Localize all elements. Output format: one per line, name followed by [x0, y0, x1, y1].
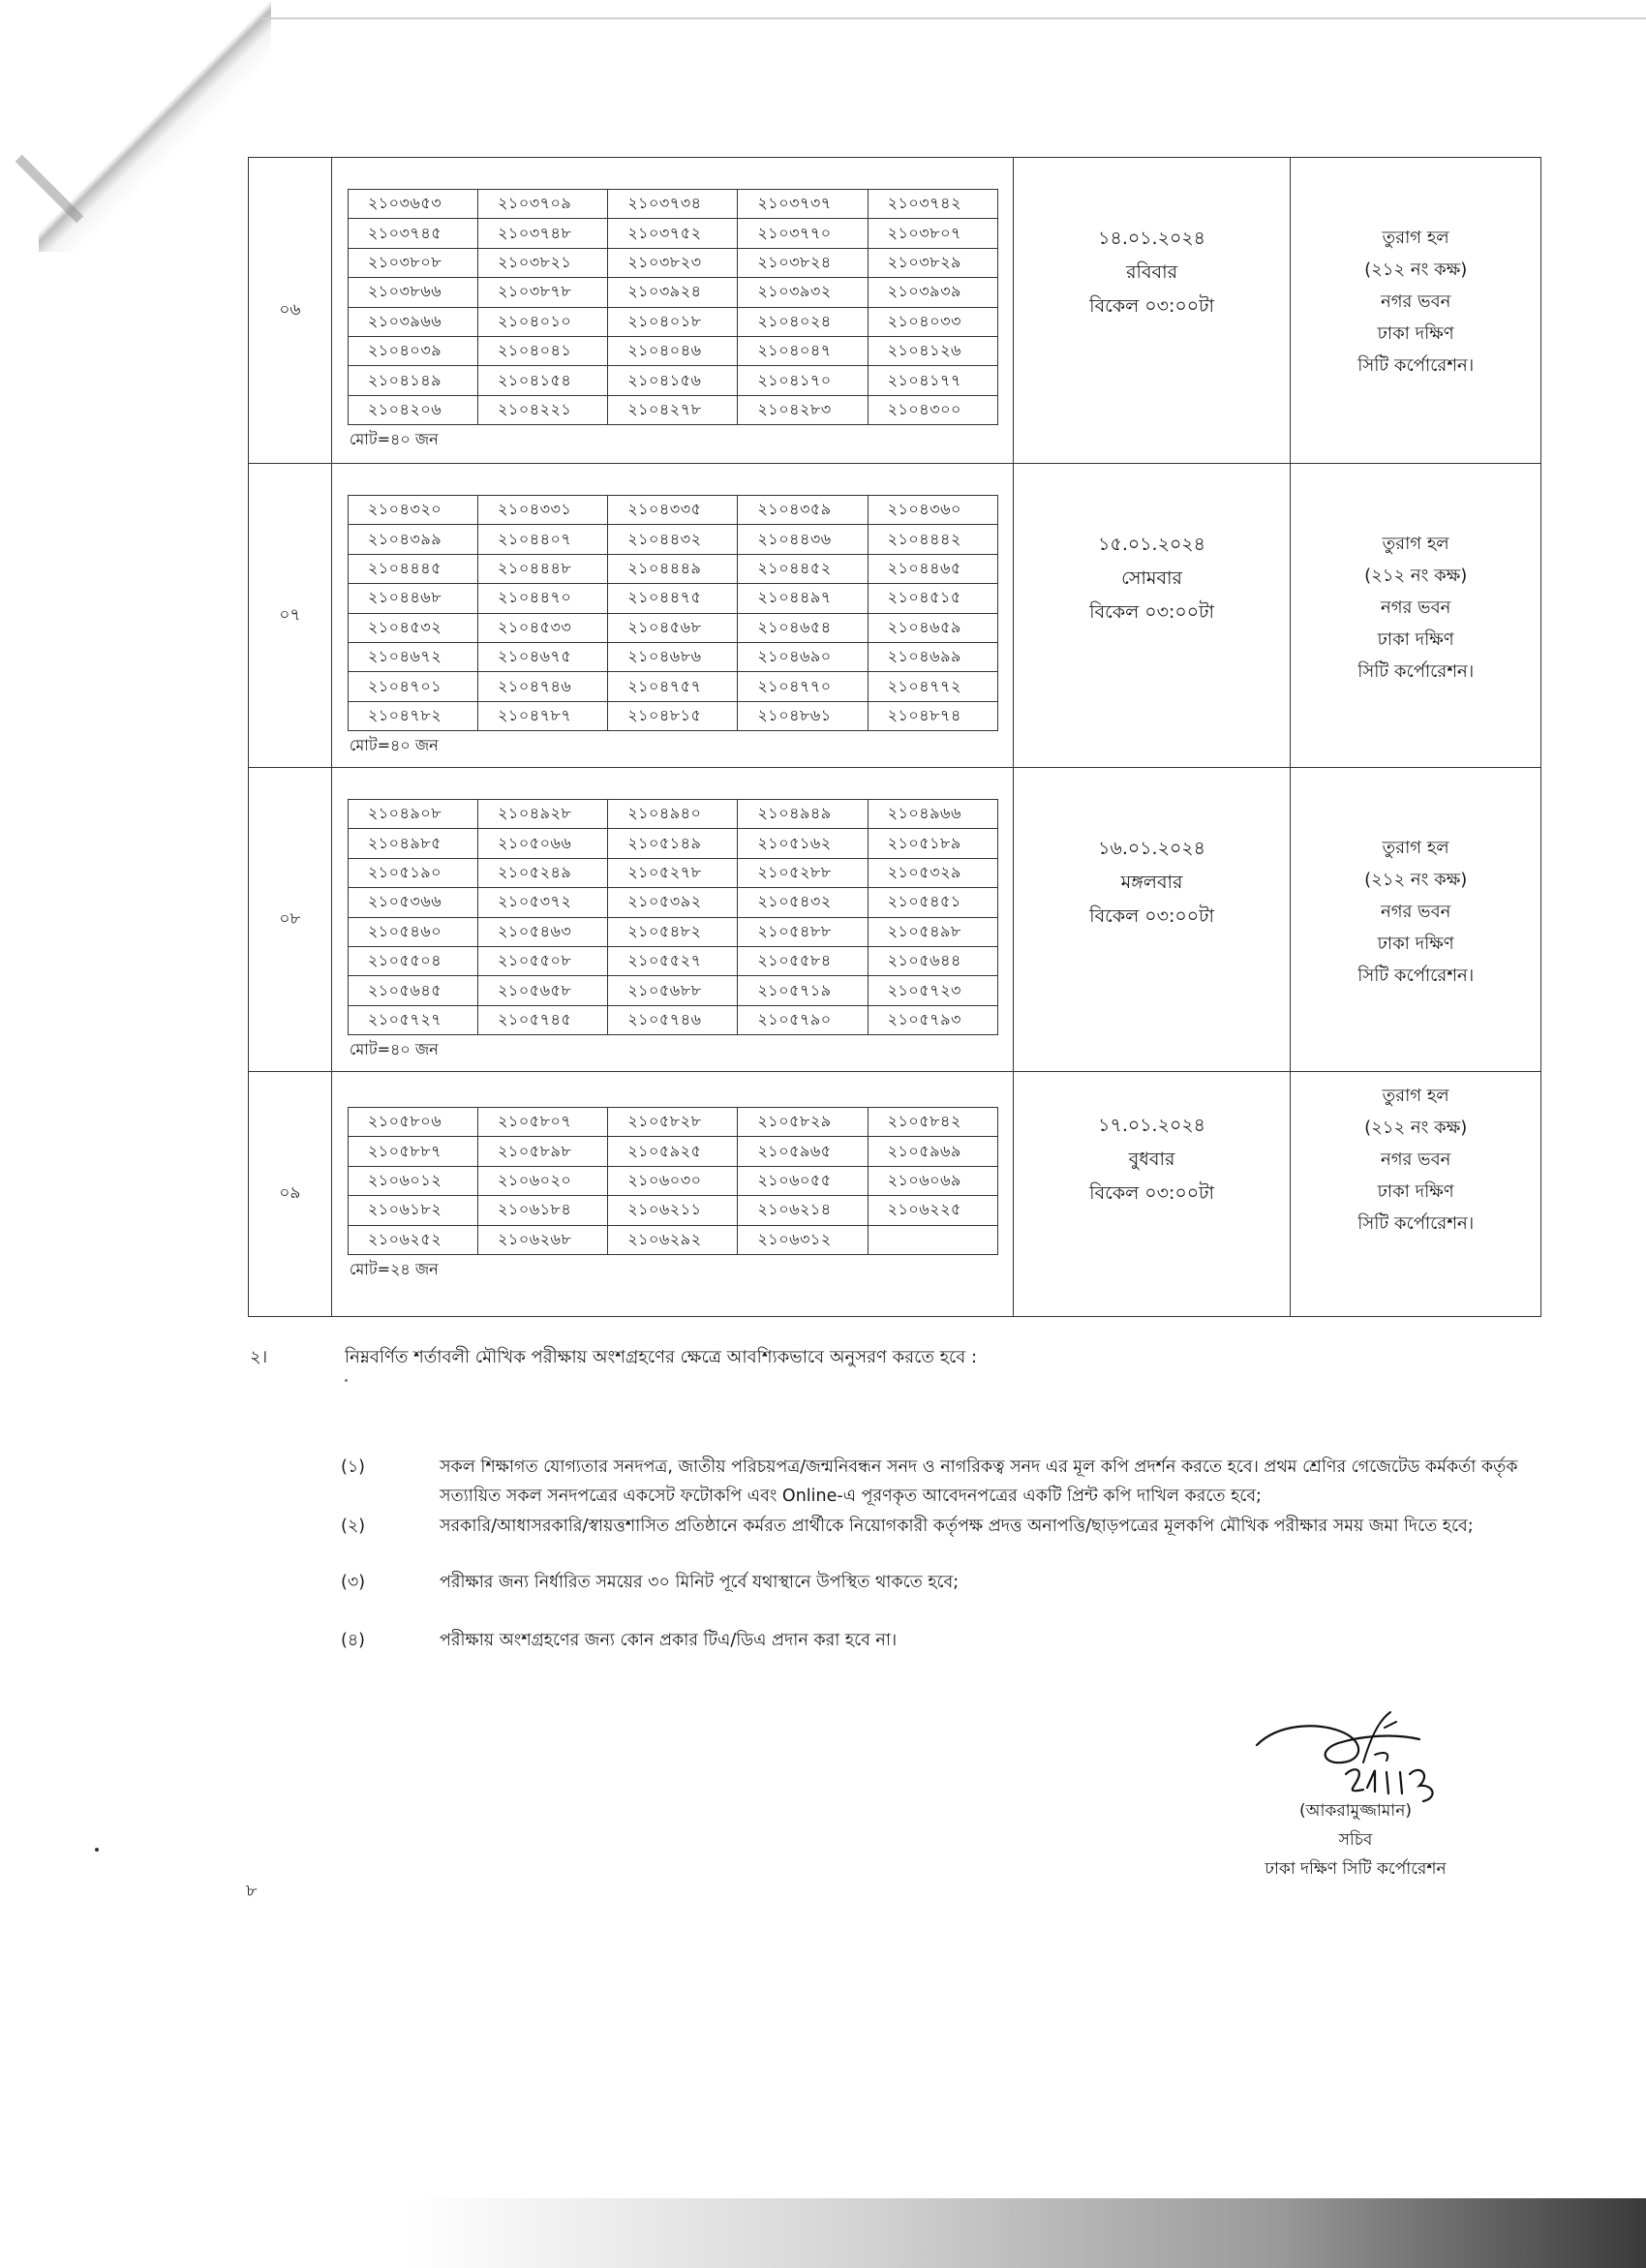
condition-text: পরীক্ষায় অংশগ্রহণের জন্য কোন প্রকার টিএ/ডিএ প্রদান করা হবে না। — [440, 1631, 898, 1650]
roll-number-cell: ২১০৪৯৪০ — [608, 800, 738, 829]
condition-text: সকল শিক্ষাগত যোগ্যতার সনদপত্র, জাতীয় পরিচয়পত্র/জন্মনিবন্ধন সনদ ও নাগরিকত্ব সনদ এর মূল কপি প্রদর্শন করতে হবে। প্রথম শ্রেণির গেজেটেড কর্মকর্তা কর্তৃক সত্যায়িত সকল সনদপত্রের একসেট ফটোকপি এবং Online-এ পূরণকৃত আবেদনপত্রের একটি প্রিন্ট কপি দাখিল করতে হবে; — [440, 1457, 1518, 1506]
roll-number-cell: ২১০৪৬৫৪ — [738, 613, 868, 642]
roll-row — [348, 800, 997, 829]
roll-number-cell: ২১০৪৪৭৫ — [608, 584, 738, 613]
roll-number-cell: ২১০৪৪৪২ — [868, 525, 997, 554]
roll-number-cell: ২১০৪৭৪৬ — [478, 672, 608, 701]
roll-number-cell: ২১০৬০৬৯ — [868, 1166, 997, 1195]
roll-number-cell: ২১০৫৪৮২ — [608, 917, 738, 946]
section-intro: নিম্নবর্ণিত শর্তাবলী মৌখিক পরীক্ষায় অংশগ্রহণের ক্ষেত্রে আবশ্যিকভাবে অনুসরণ করতে হবে : — [345, 1347, 978, 1367]
schedule-row — [249, 768, 1541, 1072]
venue-line: (২১২ নং কক্ষ) — [1364, 1118, 1468, 1138]
roll-number-cell: ২১০৪২২১ — [478, 395, 608, 424]
roll-number-cell: ২১০৪০৩৩ — [868, 307, 997, 336]
roll-row — [348, 917, 997, 946]
venue-cell — [1291, 768, 1541, 1072]
venue-line: নগর ভবন — [1381, 291, 1451, 312]
roll-number-cell: ২১০৫৭৯০ — [738, 1005, 868, 1034]
exam-day: মঙ্গলবার — [1120, 872, 1183, 893]
schedule-row — [249, 158, 1541, 464]
roll-number-cell: ২১০৪৪৩৬ — [738, 525, 868, 554]
roll-row — [348, 1196, 997, 1225]
roll-row — [348, 278, 997, 307]
roll-row — [348, 672, 997, 701]
serial-cell: ০৯ — [249, 1072, 332, 1317]
venue-line: (২১২ নং কক্ষ) — [1364, 566, 1468, 586]
roll-number-cell: ২১০৪৭৮২ — [348, 701, 477, 730]
roll-number-cell: ২১০৩৮০৮ — [348, 248, 477, 277]
roll-number-cell: ২১০৫৩৬৬ — [348, 888, 477, 917]
roll-number-cell: ২১০৫৯৬৯ — [868, 1137, 997, 1166]
roll-number-cell: ২১০৪৪৬৮ — [348, 584, 477, 613]
roll-row — [348, 1166, 997, 1195]
roll-row — [348, 525, 997, 554]
exam-day: সোমবার — [1121, 567, 1183, 589]
roll-row — [348, 395, 997, 424]
roll-number-cell: ২১০৪৯৬৬ — [868, 800, 997, 829]
venue-line: ঢাকা দক্ষিণ — [1377, 629, 1454, 650]
roll-number-cell: ২১০৪০৪৭ — [738, 336, 868, 365]
roll-number-cell: ২১০৪৯৮৫ — [348, 829, 477, 858]
roll-row — [348, 1137, 997, 1166]
roll-number-cell: ২১০৪৬৫৯ — [868, 613, 997, 642]
signatory-office: ঢাকা দক্ষিণ সিটি কর্পোরেশন — [1265, 1859, 1447, 1879]
roll-number-cell: ২১০৪১২৬ — [868, 336, 997, 365]
roll-number-cell: ২১০৬৩১২ — [738, 1225, 868, 1254]
schedule-row — [249, 1072, 1541, 1317]
roll-row — [348, 858, 997, 887]
roll-row — [348, 584, 997, 613]
roll-number-cell: ২১০৩৬৫৩ — [348, 190, 477, 219]
total-count: মোট=৪০ জন — [349, 1040, 439, 1059]
roll-number-cell: ২১০৫৭৪৫ — [478, 1005, 608, 1034]
roll-number-cell: ২১০৩৭৫২ — [608, 219, 738, 248]
roll-number-cell: ২১০৫৪৫১ — [868, 888, 997, 917]
signatory-designation: সচিব — [1338, 1830, 1373, 1850]
venue-line: তুরাগ হল — [1382, 838, 1449, 858]
roll-number-cell: ২১০৫৫২৭ — [608, 946, 738, 975]
roll-number-cell: ২১০৩৭৪৮ — [478, 219, 608, 248]
serial-cell: ০৭ — [249, 464, 332, 768]
roll-number-cell: ২১০৩৭৪৫ — [348, 219, 477, 248]
roll-number-cell: ২১০৫৭৯৩ — [868, 1005, 997, 1034]
venue-cell — [1291, 158, 1541, 464]
condition-item — [341, 1512, 1541, 1541]
roll-number-cell: ২১০৩৮০৭ — [868, 219, 997, 248]
roll-number-cell: ২১০৪২৮৩ — [738, 395, 868, 424]
total-count: মোট=৪০ জন — [349, 430, 439, 449]
venue-line: তুরাগ হল — [1382, 534, 1449, 554]
roll-number-cell: ২১০৫৪৬০ — [348, 917, 477, 946]
roll-number-cell: ২১০৫২৮৮ — [738, 858, 868, 887]
venue-line: সিটি কর্পোরেশন। — [1357, 661, 1475, 682]
roll-numbers-cell — [331, 768, 1013, 1072]
roll-number-cell: ২১০৫৫০৮ — [478, 946, 608, 975]
page-top-edge — [261, 17, 1646, 19]
roll-number-cell: ২১০৩৮৬৬ — [348, 278, 477, 307]
roll-number-cell: ২১০৪৪০৭ — [478, 525, 608, 554]
venue-line: তুরাগ হল — [1382, 1086, 1449, 1106]
roll-number-cell: ২১০৬২১৪ — [738, 1196, 868, 1225]
roll-row — [348, 248, 997, 277]
signatory-block — [1210, 1796, 1501, 1884]
roll-number-cell: ২১০৪০৩৯ — [348, 336, 477, 365]
exam-day: রবিবার — [1126, 261, 1178, 283]
roll-number-cell: ২১০৪০১০ — [478, 307, 608, 336]
roll-number-cell: ২১০৬০৫৫ — [738, 1166, 868, 1195]
roll-number-cell: ২১০৫৪৮৮ — [738, 917, 868, 946]
exam-time: বিকেল ০৩:০০টা — [1089, 905, 1214, 927]
roll-number-cell: ২১০৪১৭৭ — [868, 366, 997, 395]
roll-row — [348, 829, 997, 858]
roll-number-cell: ২১০৪৩৬০ — [868, 496, 997, 525]
exam-date: ১৬.০১.২০২৪ — [1098, 838, 1205, 859]
roll-number-cell: ২১০৪৪৯৭ — [738, 584, 868, 613]
roll-number-cell: ২১০৫৪৬৩ — [478, 917, 608, 946]
roll-number-cell: ২১০৫১৪৯ — [608, 829, 738, 858]
roll-number-cell: ২১০৬১৮৪ — [478, 1196, 608, 1225]
date-cell — [1013, 464, 1291, 768]
date-cell — [1013, 1072, 1291, 1317]
roll-number-cell: ২১০৪৫৬৮ — [608, 613, 738, 642]
venue-line: নগর ভবন — [1381, 1149, 1451, 1170]
roll-row — [348, 701, 997, 730]
schedule-row — [249, 464, 1541, 768]
roll-number-cell: ২১০৪৭৭২ — [868, 672, 997, 701]
roll-number-cell: ২১০৬২১১ — [608, 1196, 738, 1225]
exam-date: ১৫.০১.২০২৪ — [1098, 534, 1205, 555]
venue-line: নগর ভবন — [1381, 598, 1451, 618]
exam-date: ১৪.০১.২০২৪ — [1098, 228, 1205, 249]
exam-time: বিকেল ০৩:০০টা — [1089, 295, 1214, 317]
roll-number-cell: ২১০৩৭০৯ — [478, 190, 608, 219]
roll-number-cell: ২১০৫৬৪৪ — [868, 946, 997, 975]
exam-time: বিকেল ০৩:০০টা — [1089, 601, 1214, 623]
condition-item — [341, 1453, 1541, 1511]
roll-number-cell: ২১০৬২৫২ — [348, 1225, 477, 1254]
venue-line: সিটি কর্পোরেশন। — [1357, 355, 1475, 376]
venue-cell — [1291, 1072, 1541, 1317]
roll-row — [348, 888, 997, 917]
roll-number-cell: ২১০৬২২৫ — [868, 1196, 997, 1225]
roll-number-cell: ২১০৫৯২৫ — [608, 1137, 738, 1166]
roll-row — [348, 190, 997, 219]
roll-number-cell: ২১০৫৩৯২ — [608, 888, 738, 917]
roll-number-cell: ২১০৫৩৭২ — [478, 888, 608, 917]
condition-text: পরীক্ষার জন্য নির্ধারিত সময়ের ৩০ মিনিট পূর্বে যথাস্থানে উপস্থিত থাকতে হবে; — [440, 1573, 960, 1592]
roll-number-cell: ২১০৩৯২৪ — [608, 278, 738, 307]
roll-number-cell: ২১০৪৩৯৯ — [348, 525, 477, 554]
roll-number-cell — [868, 1225, 997, 1254]
roll-number-cell: ২১০৫৬৫৮ — [478, 976, 608, 1005]
roll-number-cell: ২১০৪৮৭৪ — [868, 701, 997, 730]
roll-number-cell: ২১০৫২৭৮ — [608, 858, 738, 887]
condition-item — [341, 1626, 1541, 1655]
roll-number-cell: ২১০৫৯৬৫ — [738, 1137, 868, 1166]
roll-number-cell: ২১০৩৭৪২ — [868, 190, 997, 219]
venue-line: তুরাগ হল — [1382, 228, 1449, 248]
roll-number-cell: ২১০৫৭২৭ — [348, 1005, 477, 1034]
roll-number-cell: ২১০৪১৫৬ — [608, 366, 738, 395]
roll-grid — [348, 495, 998, 731]
roll-grid — [348, 189, 998, 425]
roll-number-cell: ২১০৫২৪৯ — [478, 858, 608, 887]
roll-number-cell: ২১০৪০২৪ — [738, 307, 868, 336]
roll-number-cell: ২১০৪৩৩১ — [478, 496, 608, 525]
roll-number-cell: ২১০৫৪৩২ — [738, 888, 868, 917]
roll-number-cell: ২১০৪৬৯৯ — [868, 642, 997, 671]
venue-line: সিটি কর্পোরেশন। — [1357, 965, 1475, 986]
roll-number-cell: ২১০৪৯০৮ — [348, 800, 477, 829]
venue-line: (২১২ নং কক্ষ) — [1364, 870, 1468, 890]
venue-line: ঢাকা দক্ষিণ — [1377, 1181, 1454, 1202]
roll-number-cell: ২১০৬২৬৮ — [478, 1225, 608, 1254]
roll-number-cell: ২১০৫৫০৪ — [348, 946, 477, 975]
roll-number-cell: ২১০৫৮৪২ — [868, 1108, 997, 1137]
roll-number-cell: ২১০৩৯৩২ — [738, 278, 868, 307]
condition-number: (১) — [341, 1457, 366, 1477]
condition-number: (২) — [341, 1517, 366, 1536]
roll-number-cell: ২১০৪৫৩২ — [348, 613, 477, 642]
section-number: ২। — [250, 1347, 268, 1367]
roll-number-cell: ২১০৪৪৩২ — [608, 525, 738, 554]
condition-item — [341, 1568, 1541, 1597]
roll-number-cell: ২১০৬০১২ — [348, 1166, 477, 1195]
exam-time: বিকেল ০৩:০০টা — [1089, 1182, 1214, 1204]
roll-number-cell: ২১০৩৭৩৭ — [738, 190, 868, 219]
roll-number-cell: ২১০৩৯৬৬ — [348, 307, 477, 336]
roll-number-cell: ২১০৫৩২৯ — [868, 858, 997, 887]
roll-numbers-cell — [331, 158, 1013, 464]
roll-number-cell: ২১০৫১৯০ — [348, 858, 477, 887]
handwritten-signature — [1249, 1704, 1462, 1811]
venue-cell — [1291, 464, 1541, 768]
roll-number-cell: ২১০৪০৪১ — [478, 336, 608, 365]
condition-text: সরকারি/আধাসরকারি/স্বায়ত্তশাসিত প্রতিষ্ঠানে কর্মরত প্রার্থীকে নিয়োগকারী কর্তৃপক্ষ প্রদত্ত অনাপত্তি/ছাড়পত্রের মূলকপি মৌখিক পরীক্ষার সময় জমা দিতে হবে; — [440, 1517, 1474, 1536]
roll-number-cell: ২১০৪৯৪৯ — [738, 800, 868, 829]
roll-number-cell: ২১০৪২৭৮ — [608, 395, 738, 424]
roll-number-cell: ২১০৪৭৫৭ — [608, 672, 738, 701]
roll-number-cell: ২১০৫৮০৬ — [348, 1108, 477, 1137]
total-count: মোট=৪০ জন — [349, 736, 439, 755]
total-count: মোট=২৪ জন — [349, 1259, 439, 1278]
viva-schedule-table — [248, 157, 1541, 1317]
roll-number-cell: ২১০৫৮৯৮ — [478, 1137, 608, 1166]
roll-number-cell: ২১০৪০৪৬ — [608, 336, 738, 365]
date-cell — [1013, 768, 1291, 1072]
roll-number-cell: ২১০৪৮৬১ — [738, 701, 868, 730]
roll-number-cell: ২১০৪৪৫২ — [738, 554, 868, 583]
page-number: ৮ — [246, 1881, 258, 1901]
roll-row — [348, 366, 997, 395]
roll-row — [348, 1225, 997, 1254]
roll-row — [348, 613, 997, 642]
roll-row — [348, 1108, 997, 1137]
roll-number-cell: ২১০৪৭৭০ — [738, 672, 868, 701]
roll-number-cell: ২১০৩৮২১ — [478, 248, 608, 277]
roll-grid — [348, 1107, 998, 1255]
venue-line: ঢাকা দক্ষিণ — [1377, 934, 1454, 954]
roll-number-cell: ২১০৪৪৪৫ — [348, 554, 477, 583]
roll-number-cell: ২১০৪৬৭২ — [348, 642, 477, 671]
roll-number-cell: ২১০৩৭৩৪ — [608, 190, 738, 219]
roll-number-cell: ২১০৫৮২৯ — [738, 1108, 868, 1137]
roll-number-cell: ২১০৪৪৪৮ — [478, 554, 608, 583]
roll-number-cell: ২১০৪৭৮৭ — [478, 701, 608, 730]
roll-number-cell: ২১০৪৪৬৫ — [868, 554, 997, 583]
roll-number-cell: ২১০৪২০৬ — [348, 395, 477, 424]
condition-number: (৪) — [341, 1631, 366, 1650]
date-cell — [1013, 158, 1291, 464]
signatory-name: (আকরামুজ্জামান) — [1299, 1801, 1412, 1821]
roll-row — [348, 496, 997, 525]
roll-number-cell: ২১০৩৭৭০ — [738, 219, 868, 248]
roll-number-cell: ২১০৫৮০৭ — [478, 1108, 608, 1137]
roll-row — [348, 219, 997, 248]
roll-number-cell: ২১০৬১৮২ — [348, 1196, 477, 1225]
roll-number-cell: ২১০৫১৬২ — [738, 829, 868, 858]
roll-number-cell: ২১০৪৯২৮ — [478, 800, 608, 829]
roll-number-cell: ২১০৫০৬৬ — [478, 829, 608, 858]
roll-number-cell: ২১০৪৫৩৩ — [478, 613, 608, 642]
roll-grid — [348, 799, 998, 1035]
roll-numbers-cell — [331, 1072, 1013, 1317]
roll-row — [348, 946, 997, 975]
roll-row — [348, 336, 997, 365]
roll-number-cell: ২১০৩৯৩৯ — [868, 278, 997, 307]
roll-number-cell: ২১০৪৩৫৯ — [738, 496, 868, 525]
exam-day: বুধবার — [1128, 1149, 1175, 1170]
roll-row — [348, 307, 997, 336]
roll-number-cell: ২১০৩৮৭৮ — [478, 278, 608, 307]
roll-number-cell: ২১০৫৬৪৫ — [348, 976, 477, 1005]
roll-number-cell: ২১০৪৫১৫ — [868, 584, 997, 613]
roll-number-cell: ২১০৪৭০১ — [348, 672, 477, 701]
roll-number-cell: ২১০৫৫৮৪ — [738, 946, 868, 975]
roll-row — [348, 642, 997, 671]
roll-number-cell: ২১০৪৪৪৯ — [608, 554, 738, 583]
roll-row — [348, 554, 997, 583]
roll-number-cell: ২১০৩৮২৩ — [608, 248, 738, 277]
roll-number-cell: ২১০৪০১৮ — [608, 307, 738, 336]
roll-number-cell: ২১০৫৮৮৭ — [348, 1137, 477, 1166]
serial-cell: ০৬ — [249, 158, 332, 464]
roll-number-cell: ২১০৫১৮৯ — [868, 829, 997, 858]
roll-number-cell: ২১০৬২৯২ — [608, 1225, 738, 1254]
roll-row — [348, 1005, 997, 1034]
page-bottom-shadow — [407, 2198, 1646, 2268]
roll-number-cell: ২১০৪৩৩৫ — [608, 496, 738, 525]
condition-number: (৩) — [341, 1573, 366, 1592]
roll-number-cell: ২১০৪১৭০ — [738, 366, 868, 395]
roll-number-cell: ২১০৫৭১৯ — [738, 976, 868, 1005]
roll-number-cell: ২১০৪৮১৫ — [608, 701, 738, 730]
venue-line: ঢাকা দক্ষিণ — [1377, 323, 1454, 344]
roll-number-cell: ২১০৪৬৭৫ — [478, 642, 608, 671]
roll-number-cell: ২১০৬০২০ — [478, 1166, 608, 1195]
roll-number-cell: ২১০৫৭২৩ — [868, 976, 997, 1005]
roll-number-cell: ২১০৫৪৯৮ — [868, 917, 997, 946]
roll-number-cell: ২১০৪৬৯০ — [738, 642, 868, 671]
exam-date: ১৭.০১.২০২৪ — [1098, 1115, 1205, 1136]
roll-number-cell: ২১০৪১৪৯ — [348, 366, 477, 395]
roll-number-cell: ২১০৩৮২৯ — [868, 248, 997, 277]
stray-mark — [345, 1379, 348, 1382]
roll-number-cell: ২১০৬০৩০ — [608, 1166, 738, 1195]
roll-number-cell: ২১০৪১৫৪ — [478, 366, 608, 395]
roll-number-cell: ২১০৫৮২৮ — [608, 1108, 738, 1137]
venue-line: নগর ভবন — [1381, 902, 1451, 922]
roll-row — [348, 976, 997, 1005]
roll-number-cell: ২১০৩৮২৪ — [738, 248, 868, 277]
venue-line: (২১২ নং কক্ষ) — [1364, 260, 1468, 280]
stray-mark — [95, 1848, 99, 1852]
venue-line: সিটি কর্পোরেশন। — [1357, 1213, 1475, 1234]
roll-number-cell: ২১০৪৬৮৬ — [608, 642, 738, 671]
serial-cell: ০৮ — [249, 768, 332, 1072]
roll-number-cell: ২১০৪৩২০ — [348, 496, 477, 525]
roll-numbers-cell — [331, 464, 1013, 768]
roll-number-cell: ২১০৫৭৪৬ — [608, 1005, 738, 1034]
roll-number-cell: ২১০৪৪৭০ — [478, 584, 608, 613]
roll-number-cell: ২১০৫৬৮৮ — [608, 976, 738, 1005]
roll-number-cell: ২১০৪৩০০ — [868, 395, 997, 424]
